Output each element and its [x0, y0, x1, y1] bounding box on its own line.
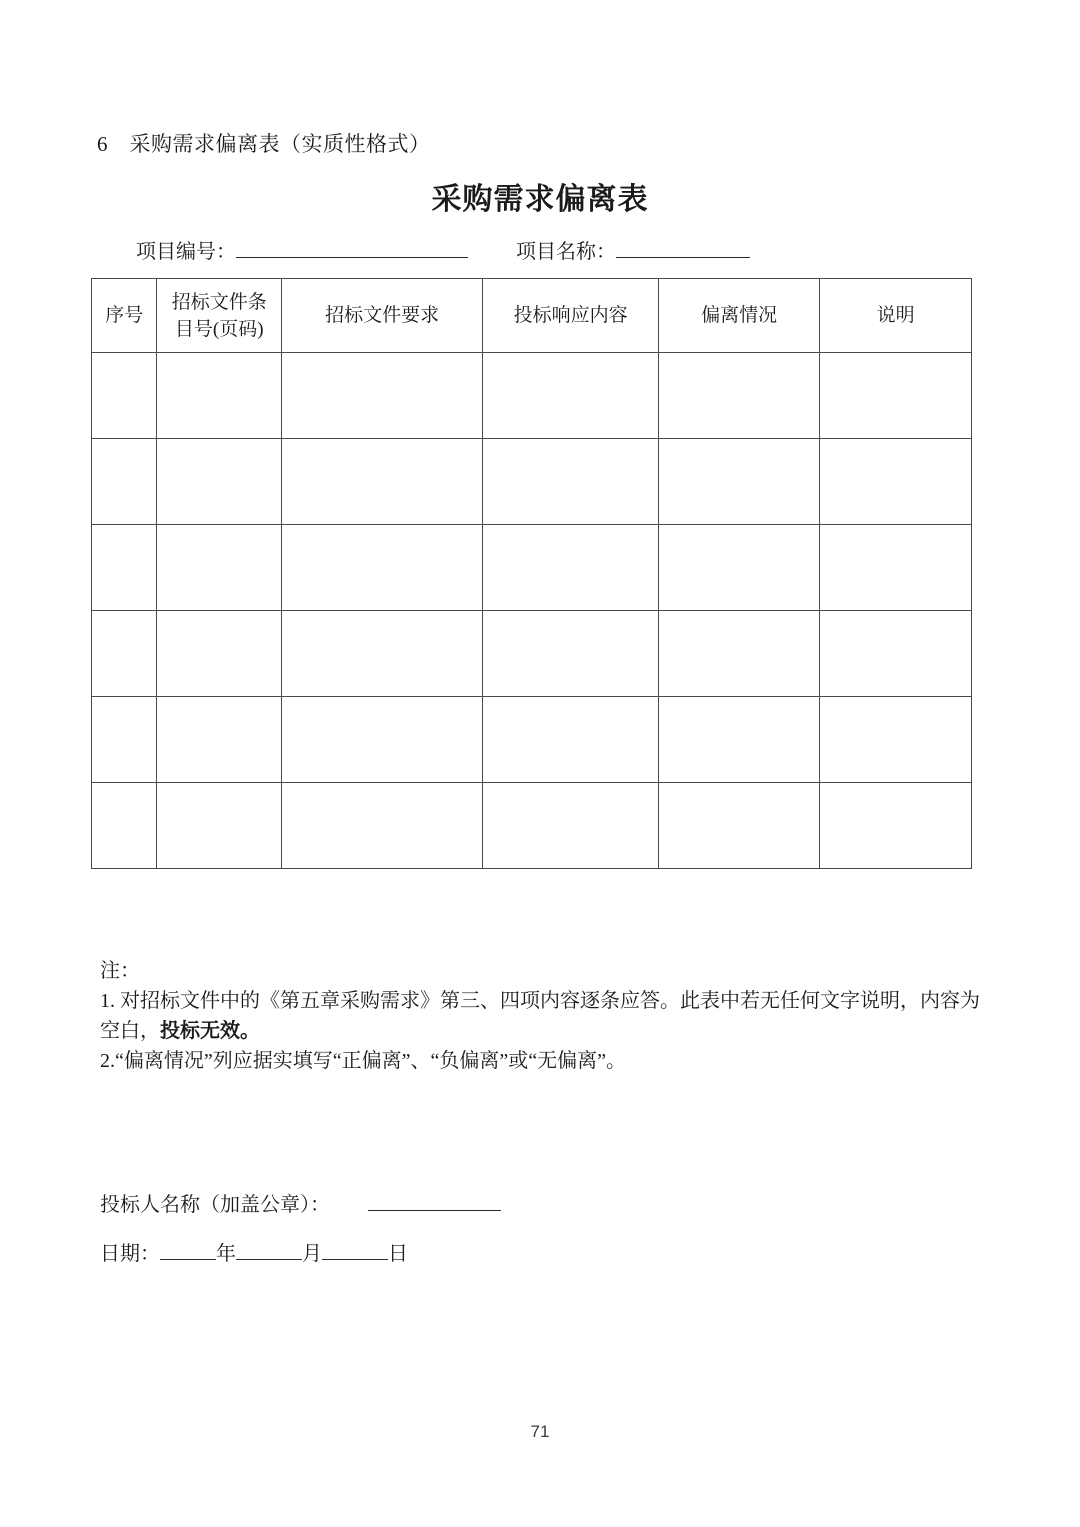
project-name-field	[516, 238, 750, 266]
cell-item-number[interactable]	[157, 611, 282, 697]
cell-deviation[interactable]	[658, 353, 819, 439]
cell-sequence[interactable]	[92, 783, 157, 869]
column-header-sequence: 序号	[92, 279, 157, 353]
note-item-2: 2.“偏离情况”列应据实填写“正偏离”、“负偏离”或“无偏离”。	[100, 1050, 627, 1072]
column-header-deviation: 偏离情况	[658, 279, 819, 353]
cell-sequence[interactable]	[92, 525, 157, 611]
table-row	[92, 525, 972, 611]
cell-remark[interactable]	[820, 439, 972, 525]
cell-requirement[interactable]	[282, 353, 483, 439]
note-item-1-emphasis: 投标无效。	[160, 1020, 260, 1042]
cell-requirement[interactable]	[282, 439, 483, 525]
table-row	[92, 353, 972, 439]
cell-item-number[interactable]	[157, 439, 282, 525]
cell-requirement[interactable]	[282, 697, 483, 783]
page-title: 采购需求偏离表	[431, 183, 649, 216]
notes-section	[100, 956, 980, 1076]
cell-sequence[interactable]	[92, 439, 157, 525]
project-name-input[interactable]	[616, 238, 750, 258]
column-header-remark: 说明	[820, 279, 972, 353]
cell-deviation[interactable]	[658, 611, 819, 697]
bidder-name-label: 投标人名称（加盖公章）：	[100, 1194, 330, 1216]
table-header-row	[92, 279, 972, 353]
project-number-input[interactable]	[236, 238, 468, 258]
page-number: 71	[530, 1422, 550, 1441]
notes-label: 注：	[100, 960, 140, 982]
deviation-table	[91, 278, 972, 869]
cell-remark[interactable]	[820, 611, 972, 697]
note-item-1-text: 1. 对招标文件中的《第五章采购需求》第三、四项内容逐条应答。此表中若无任何文字说明，内容为空白，	[100, 990, 980, 1042]
cell-deviation[interactable]	[658, 783, 819, 869]
date-year-input[interactable]	[160, 1240, 216, 1260]
table-row	[92, 783, 972, 869]
bidder-name-row	[100, 1190, 800, 1220]
cell-response[interactable]	[483, 697, 659, 783]
cell-response[interactable]	[483, 783, 659, 869]
column-header-requirement: 招标文件要求	[282, 279, 483, 353]
table-row	[92, 439, 972, 525]
date-label: 日期：	[100, 1243, 160, 1265]
note-item-1	[100, 986, 980, 1046]
cell-response[interactable]	[483, 525, 659, 611]
column-header-response: 投标响应内容	[483, 279, 659, 353]
cell-sequence[interactable]	[92, 697, 157, 783]
cell-item-number[interactable]	[157, 783, 282, 869]
project-info-line	[136, 238, 996, 266]
cell-sequence[interactable]	[92, 611, 157, 697]
cell-requirement[interactable]	[282, 783, 483, 869]
table-row	[92, 697, 972, 783]
date-month-input[interactable]	[236, 1240, 302, 1260]
table-body	[92, 353, 972, 869]
cell-deviation[interactable]	[658, 439, 819, 525]
cell-item-number[interactable]	[157, 353, 282, 439]
cell-remark[interactable]	[820, 525, 972, 611]
column-header-item-number-line2: 目号(页码)	[174, 318, 264, 340]
cell-sequence[interactable]	[92, 353, 157, 439]
date-year-unit: 年	[216, 1243, 236, 1265]
cell-item-number[interactable]	[157, 697, 282, 783]
bidder-name-input[interactable]	[368, 1191, 501, 1211]
cell-deviation[interactable]	[658, 525, 819, 611]
cell-response[interactable]	[483, 353, 659, 439]
cell-deviation[interactable]	[658, 697, 819, 783]
project-number-field	[136, 238, 468, 266]
project-name-label: 项目名称：	[516, 241, 616, 263]
date-day-input[interactable]	[322, 1240, 388, 1260]
cell-response[interactable]	[483, 611, 659, 697]
cell-remark[interactable]	[820, 697, 972, 783]
date-month-unit: 月	[302, 1243, 322, 1265]
column-header-item-number	[157, 279, 282, 353]
cell-remark[interactable]	[820, 353, 972, 439]
cell-response[interactable]	[483, 439, 659, 525]
project-number-label: 项目编号：	[136, 241, 236, 263]
signature-block	[100, 1190, 800, 1288]
table-row	[92, 611, 972, 697]
cell-requirement[interactable]	[282, 525, 483, 611]
table-header	[92, 279, 972, 353]
cell-requirement[interactable]	[282, 611, 483, 697]
section-heading: 6 采购需求偏离表（实质性格式）	[97, 132, 431, 156]
date-row	[100, 1239, 800, 1269]
cell-item-number[interactable]	[157, 525, 282, 611]
column-header-item-number-line1: 招标文件条	[171, 291, 267, 313]
date-day-unit: 日	[388, 1243, 408, 1265]
cell-remark[interactable]	[820, 783, 972, 869]
